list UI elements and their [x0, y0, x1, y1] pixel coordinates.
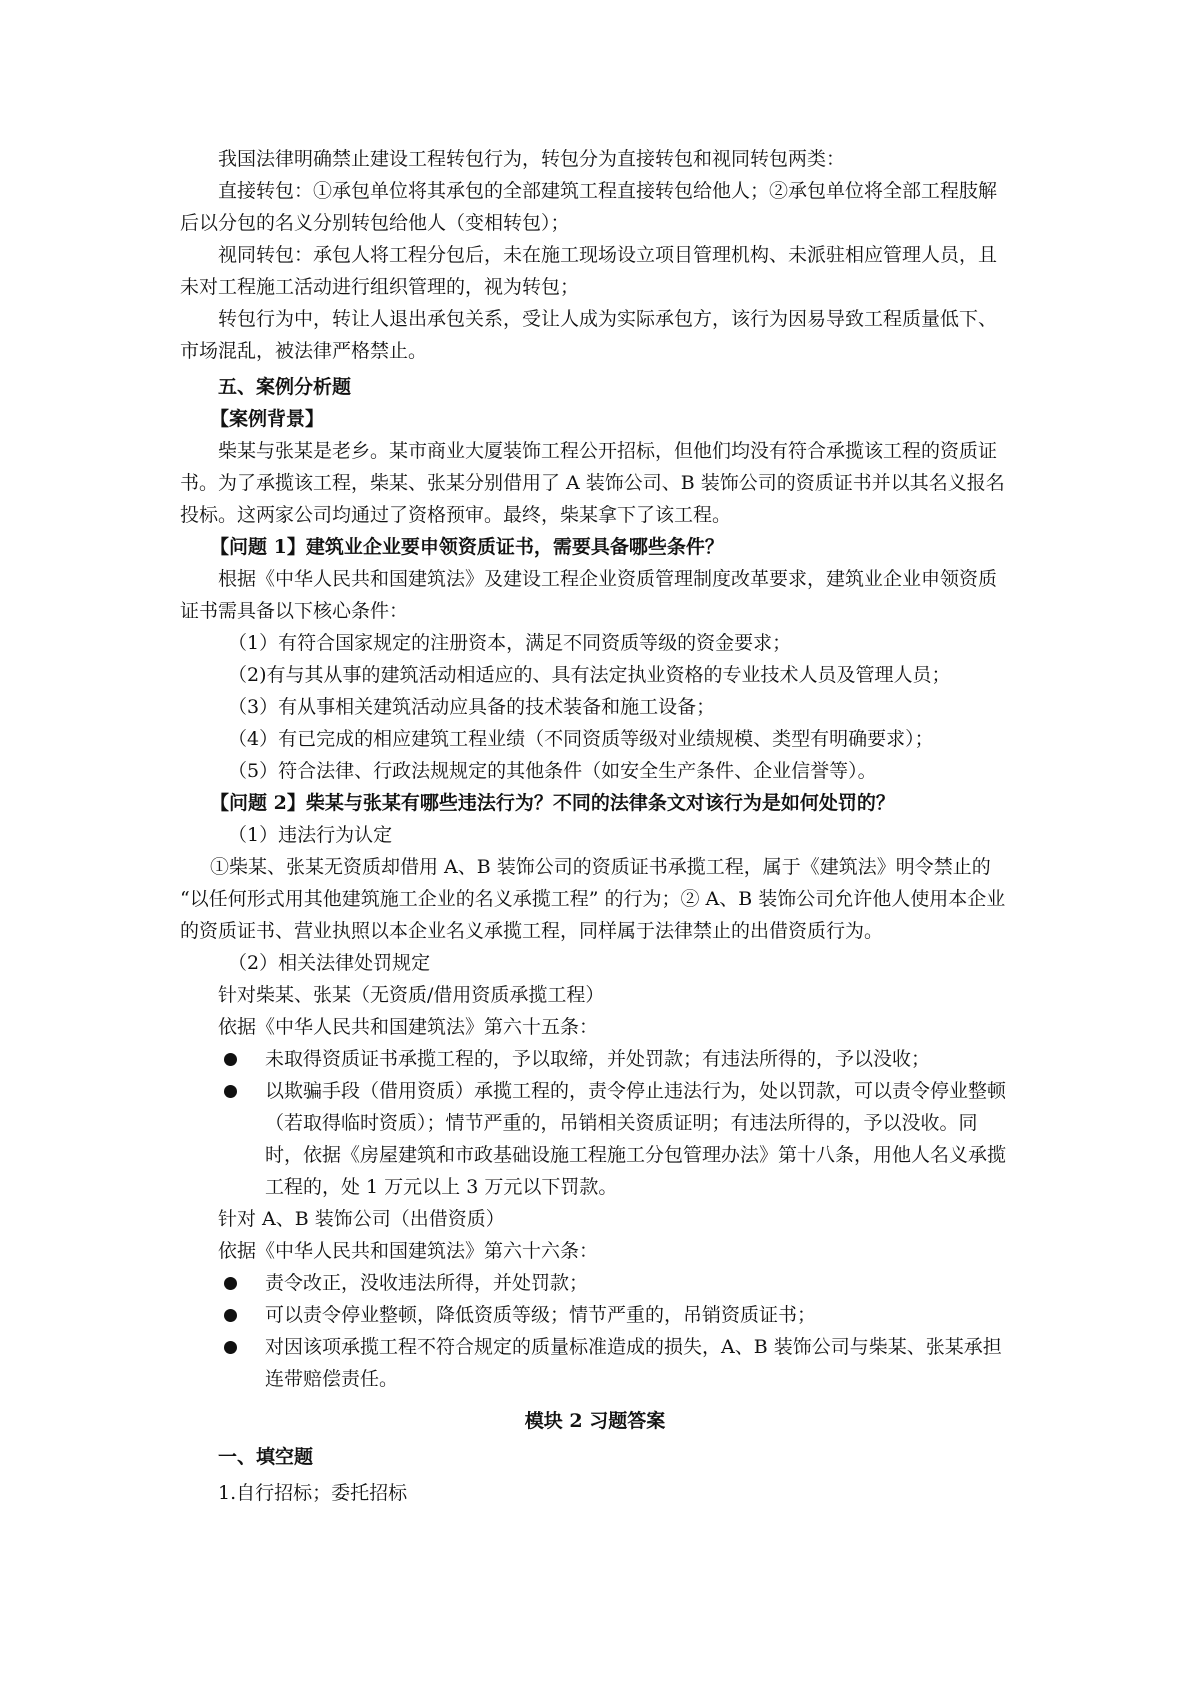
law-article-66: 依据《中华人民共和国建筑法》第六十六条： [218, 1240, 599, 1262]
law-article-65: 依据《中华人民共和国建筑法》第六十五条： [218, 1016, 599, 1038]
condition-item: （4）有已完成的相应建筑工程业绩（不同资质等级对业绩规模、类型有明确要求）； [228, 728, 934, 750]
paragraph-subcontracting-intro: 我国法律明确禁止建设工程转包行为，转包分为直接转包和视同转包两类： [218, 148, 846, 170]
paragraph-direct-subcontracting: 直接转包：①承包单位将其承包的全部建筑工程直接转包给他人；②承包单位将全部工程肢解后以分包的名义分别转包给他人（变相转包）； [180, 180, 998, 234]
section-heading-fill-in: 一、填空题 [218, 1446, 314, 1468]
condition-item: （2)有与其从事的建筑活动相适应的、具有法定执业资格的专业技术人员及管理人员； [228, 664, 951, 686]
violations-text: ①柴某、张某无资质却借用 A、B 装饰公司的资质证书承揽工程，属于《建筑法》明令禁止的 “以任何形式用其他建筑施工企业的名义承揽工程” 的行为；② A、B 装饰公司允许他人使用本企业的资质证书、营业执照以本企业名义承揽工程，同样属于法律禁止的出借资质行为。 [180, 856, 1006, 942]
condition-item: （5）符合法律、行政法规规定的其他条件（如安全生产条件、企业信誉等）。 [228, 760, 877, 782]
list-item: 责令改正，没收违法所得，并处罚款； [180, 1267, 1010, 1299]
paragraph-subcontracting-prohibition: 转包行为中，转让人退出承包关系，受让人成为实际承包方，该行为因易导致工程质量低下、市场混乱，被法律严格禁止。 [180, 308, 998, 362]
bullet-icon [224, 1277, 237, 1290]
paragraph-deemed-subcontracting: 视同转包：承包人将工程分包后，未在施工现场设立项目管理机构、未派驻相应管理人员，且未对工程施工活动进行组织管理的，视为转包； [180, 244, 998, 298]
module-2-title: 模块 2 习题答案 [524, 1410, 666, 1432]
case-background-heading: 【案例背景】 [210, 408, 325, 430]
penalty-list-companies [180, 1267, 1010, 1395]
bullet-icon [224, 1341, 237, 1354]
question-1-heading: 【问题 1】建筑业企业要申领资质证书，需要具备哪些条件？ [210, 536, 724, 558]
question-2-heading: 【问题 2】柴某与张某有哪些违法行为？不同的法律条文对该行为是如何处罚的？ [210, 792, 895, 814]
penalty-target-companies: 针对 A、B 装饰公司（出借资质） [218, 1208, 505, 1230]
list-item: 可以责令停业整顿，降低资质等级；情节严重的，吊销资质证书； [180, 1299, 1010, 1331]
case-background-text: 柴某与张某是老乡。某市商业大厦装饰工程公开招标，但他们均没有符合承揽该工程的资质证书。为了承揽该工程，柴某、张某分别借用了 A 装饰公司、B 装饰公司的资质证书并以其名义报名投标。这两家公司均通过了资格预审。最终，柴某拿下了该工程。 [180, 440, 1005, 526]
penalty-target-individuals: 针对柴某、张某（无资质/借用资质承揽工程） [218, 984, 605, 1006]
section-heading-case-analysis: 五、案例分析题 [218, 376, 352, 398]
list-item: 以欺骗手段（借用资质）承揽工程的，责令停止违法行为，处以罚款，可以责令停业整顿（若取得临时资质）；情节严重的，吊销相关资质证明；有违法所得的，予以没收。同时，依据《房屋建筑和市政基础设施工程施工分包管理办法》第十八条，用他人名义承揽工程的，处 1 万元以上 3 万元以下罚款。 [180, 1075, 1010, 1203]
fill-in-answer-1: 1.自行招标；委托招标 [218, 1482, 408, 1504]
list-item: 未取得资质证书承揽工程的，予以取缔，并处罚款；有违法所得的，予以没收； [180, 1043, 1010, 1075]
condition-item: （1）有符合国家规定的注册资本，满足不同资质等级的资金要求； [228, 632, 792, 654]
question-2-subheading-violations: （1）违法行为认定 [228, 824, 393, 846]
question-1-intro: 根据《中华人民共和国建筑法》及建设工程企业资质管理制度改革要求，建筑业企业申领资质证书需具备以下核心条件： [180, 568, 998, 622]
bullet-icon [224, 1309, 237, 1322]
page-content [180, 143, 1010, 1509]
condition-item: （3）有从事相关建筑活动应具备的技术装备和施工设备； [228, 696, 716, 718]
penalty-list-individuals [180, 1043, 1010, 1203]
list-item: 对因该项承揽工程不符合规定的质量标准造成的损失，A、B 装饰公司与柴某、张某承担连带赔偿责任。 [180, 1331, 1010, 1395]
question-2-subheading-penalties: （2）相关法律处罚规定 [228, 952, 431, 974]
bullet-icon [224, 1053, 237, 1066]
bullet-icon [224, 1085, 237, 1098]
